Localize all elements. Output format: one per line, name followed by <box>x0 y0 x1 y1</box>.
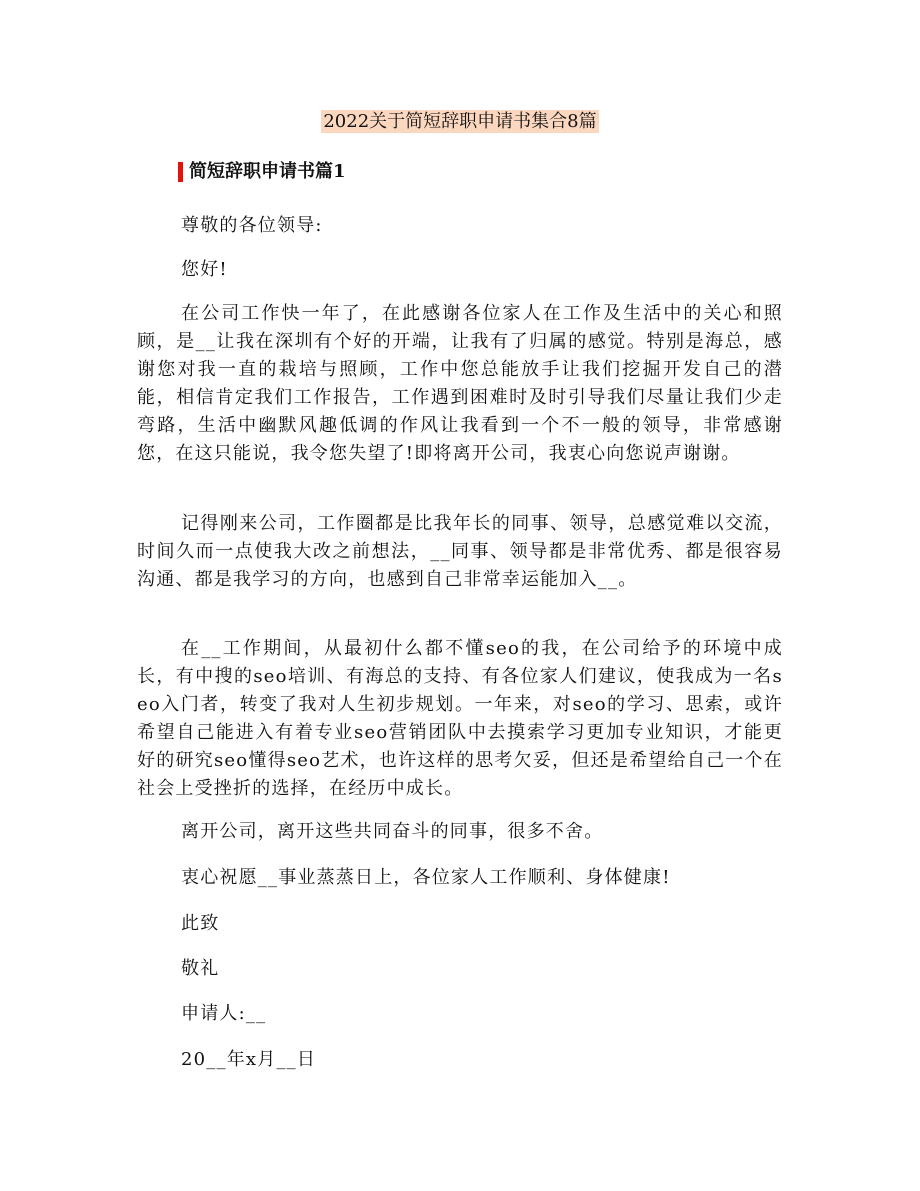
document-title <box>0 108 920 136</box>
document-title-text: 2022关于简短辞职申请书集合8篇 <box>323 111 597 132</box>
greeting: 您好! <box>181 259 228 280</box>
section-heading <box>178 158 346 186</box>
paragraph-2-text: 记得刚来公司，工作圈都是比我年长的同事、领导，总感觉难以交流，时间久而一点使我大改之前想法，__同事、领导都是非常优秀、都是很容易沟通、都是我学习的方向，也感到自己非常幸运能加入__。 <box>137 513 783 590</box>
date-line: 20__年x月__日 <box>181 1049 317 1070</box>
wishes-line: 衷心祝愿__事业蒸蒸日上，各位家人工作顺利、身体健康! <box>181 867 671 888</box>
paragraph-1 <box>137 300 783 468</box>
closing-line-2: 敬礼 <box>181 958 220 979</box>
closing-line-1: 此致 <box>181 913 220 934</box>
heading-marker <box>178 162 183 182</box>
paragraph-3 <box>137 635 783 803</box>
paragraph-2 <box>137 510 783 594</box>
paragraph-1-text: 在公司工作快一年了，在此感谢各位家人在工作及生活中的关心和照顾，是__让我在深圳有个好的开端，让我有了归属的感觉。特别是海总，感谢您对我一直的栽培与照顾，工作中您总能放手让我们挖掘开发自己的潜能，相信肯定我们工作报告，工作遇到困难时及时引导我们尽量让我们少走弯路，生活中幽默风趣低调的作风让我看到一个不一般的领导，非常感谢您，在这只能说，我令您失望了!即将离开公司，我衷心向您说声谢谢。 <box>137 303 783 464</box>
section-heading-text: 简短辞职申请书篇1 <box>189 161 346 182</box>
salutation: 尊敬的各位领导: <box>181 215 323 236</box>
paragraph-3-text: 在__工作期间，从最初什么都不懂seo的我，在公司给予的环境中成长，有中搜的seo培训、有海总的支持、有各位家人们建议，使我成为一名seo入门者，转变了我对人生初步规划。一年来，对seo的学习、思索，或许希望自己能进入有着专业seo营销团队中去摸索学习更加专业知识，才能更好的研究seo懂得seo艺术，也许这样的思考欠妥，但还是希望给自己一个在社会上受挫折的选择，在经历中成长。 <box>137 638 783 799</box>
farewell-line: 离开公司，离开这些共同奋斗的同事，很多不舍。 <box>181 821 604 842</box>
applicant-line: 申请人:__ <box>181 1003 267 1024</box>
